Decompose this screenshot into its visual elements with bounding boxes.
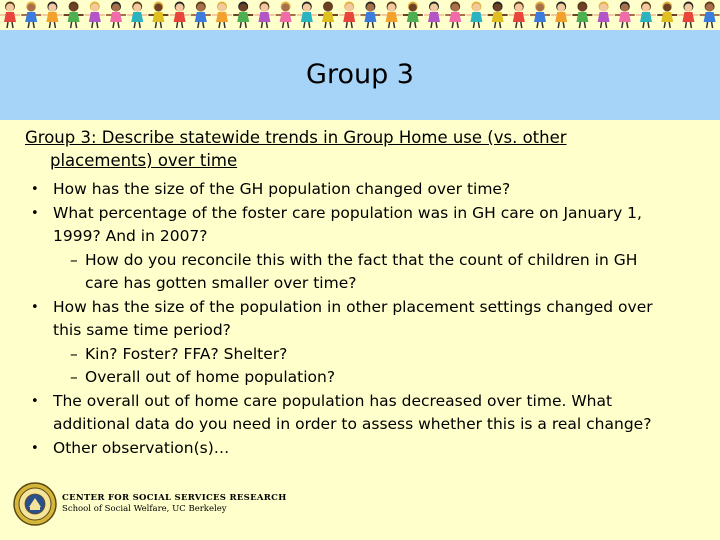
question-item-line (25, 319, 705, 343)
group-heading-line-2: placements) over time (50, 151, 238, 170)
child-figure-icon (360, 2, 380, 29)
child-figure-icon (85, 2, 105, 29)
question-item-line (25, 390, 705, 414)
sub-question-line (25, 366, 705, 390)
dash-icon: – (70, 344, 78, 363)
child-figure-icon (615, 2, 635, 29)
child-figure-icon (530, 2, 550, 29)
child-figure-icon (297, 2, 317, 29)
bullet-icon: • (31, 205, 39, 221)
footer-text (62, 493, 322, 515)
dash-icon: – (70, 250, 78, 269)
bullet-icon: • (31, 299, 39, 315)
child-figure-icon (127, 2, 147, 29)
sub-question-text: How do you reconcile this with the fact that the count of children in GH (85, 250, 638, 269)
question-text: What percentage of the foster care population was in GH care on January 1, (53, 203, 642, 222)
sub-question-line (25, 343, 705, 367)
question-item-line (25, 178, 705, 202)
sub-question-line (25, 249, 705, 273)
question-item-line (25, 225, 705, 249)
children-holding-hands-icon (0, 0, 720, 30)
child-figure-icon (148, 2, 168, 29)
question-list (25, 178, 705, 460)
child-figure-icon (488, 2, 508, 29)
child-figure-icon (657, 2, 677, 29)
child-figure-icon (466, 2, 486, 29)
child-figure-icon (64, 2, 84, 29)
question-text: additional data do you need in order to assess whether this is a real change? (53, 415, 652, 433)
child-figure-icon (318, 2, 338, 29)
question-item-line (25, 202, 705, 226)
child-figure-icon (170, 2, 190, 29)
sub-question-text: Overall out of home population? (85, 368, 336, 386)
bullet-icon: • (31, 440, 39, 456)
question-text: How has the size of the GH population changed over time? (53, 180, 511, 198)
child-figure-icon (403, 2, 423, 29)
child-figure-icon (339, 2, 359, 29)
child-figure-icon (191, 2, 211, 29)
bullet-icon: • (31, 182, 39, 197)
child-figure-icon (424, 2, 444, 29)
child-figure-icon (276, 2, 296, 29)
slide-content (25, 126, 705, 460)
slide-title: Group 3 (306, 59, 414, 90)
question-text: The overall out of home care population has decreased over time. What (53, 391, 613, 410)
child-figure-icon (551, 2, 571, 29)
child-figure-icon (21, 2, 41, 29)
university-seal-icon (12, 480, 58, 528)
child-figure-icon (254, 2, 274, 29)
child-figure-icon (106, 2, 126, 29)
sub-question-text: care has gotten smaller over time? (85, 274, 357, 292)
child-figure-icon (509, 2, 529, 29)
child-figure-icon (445, 2, 465, 29)
question-item-line (25, 413, 705, 437)
child-figure-icon (572, 2, 592, 29)
children-border-decoration (0, 0, 720, 30)
footer-org: CENTER FOR SOCIAL SERVICES RESEARCH (62, 493, 287, 503)
footer-school: School of Social Welfare, UC Berkeley (62, 504, 227, 514)
question-item-line (25, 437, 705, 461)
bullet-icon: • (31, 393, 39, 409)
child-figure-icon (382, 2, 402, 29)
child-figure-icon (636, 2, 656, 29)
group-heading (25, 126, 705, 172)
sub-question-text: Kin? Foster? FFA? Shelter? (85, 344, 288, 363)
child-figure-icon (42, 2, 62, 29)
question-text: Other observation(s)… (53, 438, 230, 457)
child-figure-icon (212, 2, 232, 29)
sub-question-line (25, 272, 705, 296)
question-item-line (25, 296, 705, 320)
child-figure-icon (700, 2, 720, 29)
child-figure-icon (678, 2, 698, 29)
dash-icon: – (70, 368, 78, 386)
question-text: How has the size of the population in other placement settings changed over (53, 297, 653, 316)
group-heading-line-1: Group 3: Describe statewide trends in Group Home use (vs. other (25, 128, 567, 147)
question-text: this same time period? (53, 321, 231, 339)
child-figure-icon (233, 2, 253, 29)
child-figure-icon (594, 2, 614, 29)
child-figure-icon (0, 2, 20, 29)
question-text: 1999? And in 2007? (53, 227, 208, 245)
